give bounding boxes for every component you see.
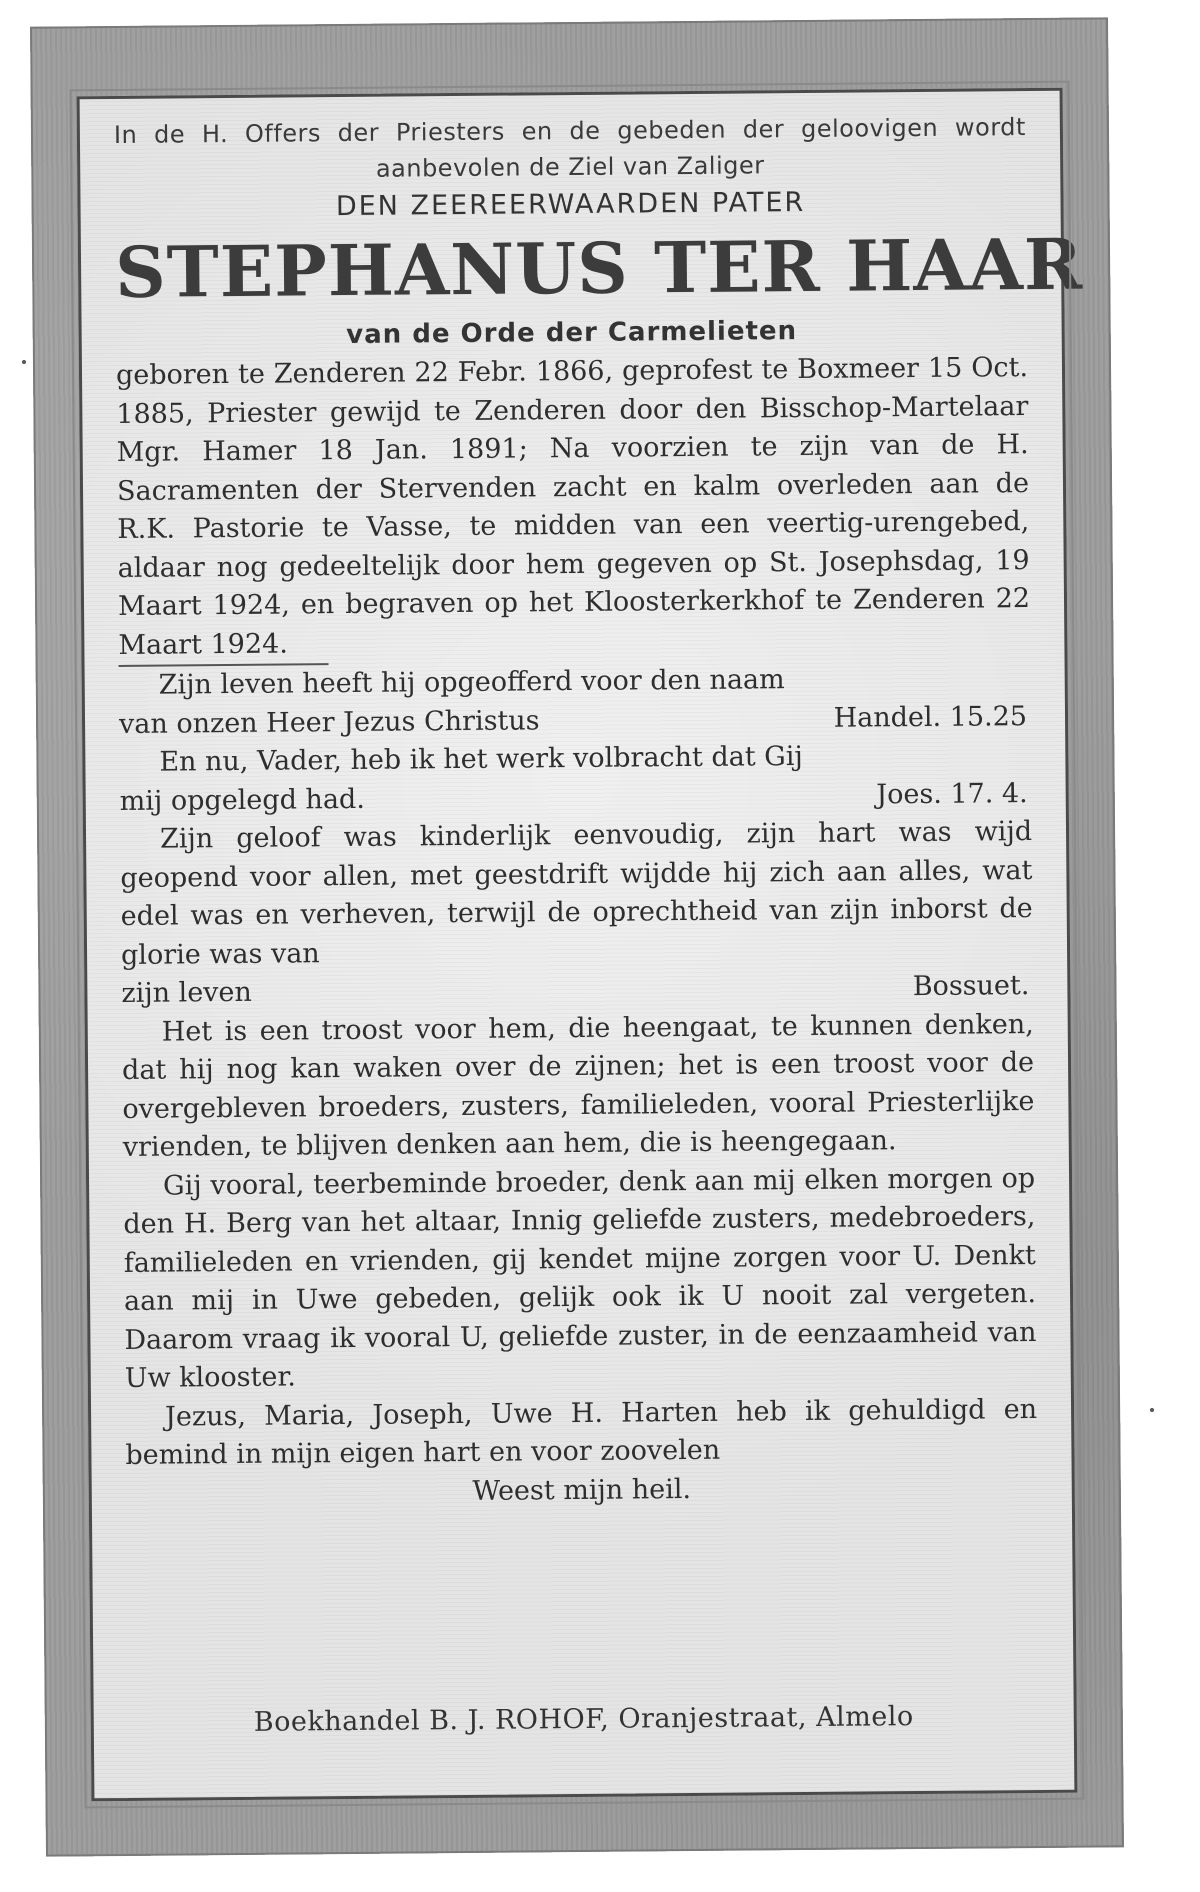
religious-order: van de Orde der Carmelieten: [346, 316, 798, 350]
quote-last-line: zijn leven: [121, 976, 252, 1009]
paragraph-prayer: Jezus, Maria, Joseph, Uwe H. Harten heb ik gehuldigd en bemind in mijn eigen hart en voor zoovelen: [125, 1393, 1038, 1471]
quote-2: [119, 736, 1032, 821]
scan-speck: [1150, 1408, 1154, 1412]
quote-text: Zijn geloof was kinderlijk eenvoudig, zijn hart was wijd geopend voor allen, met geestdrift wijdde hij zich aan alles, wat edel was en verheven, terwijl de oprechtheid van zijn inborst de glorie was van: [120, 816, 1033, 971]
honorific: DEN ZEEREERWAARDEN PATER: [335, 186, 806, 223]
quote-text: En nu, Vader, heb ik het werk volbracht dat Gij: [159, 741, 803, 778]
scan-speck: [22, 360, 26, 364]
quote-3: [120, 813, 1034, 1013]
quote-reference: Handel. 15.25: [833, 700, 1028, 734]
paragraph-remembrance: Gij vooral, teerbeminde broeder, denk aan mij elken morgen op den H. Berg van het altaar, Innig geliefde zusters, medebroeders, familieleden en vrienden, gij kendet mijne zorgen voor U. Denkt aan mij in Uwe gebeden, gelijk ook ik U nooit zal vergeten. Daarom vraag ik vooral U, geliefde zuster, in de eenzaamheid van Uw klooster.: [123, 1162, 1037, 1394]
printer-imprint: Boekhandel B. J. ROHOF, Oranjestraat, Almelo: [253, 1701, 914, 1738]
quote-last-line: mij opgelegd had.: [119, 783, 365, 817]
deceased-name: STEPHANUS TER HAAR: [114, 222, 1084, 315]
quote-last-line: van onzen Heer Jezus Christus: [118, 704, 540, 740]
quote-text: Zijn leven heeft hij opgeofferd voor den naam: [158, 664, 785, 701]
quote-reference: Joes. 17. 4.: [876, 777, 1028, 810]
closing-line: Weest mijn heil.: [472, 1473, 692, 1507]
quote-reference: Bossuet.: [912, 970, 1030, 1003]
paragraph-consolation: Het is een troost voor hem, die heengaat, te kunnen denken, dat hij nog kan waken over de zijnen; het is een troost voor de overgebleven broeders, zusters, familieleden, vooral Priesterlijke vrienden, te blijven denken aan hem, die is heengegaan.: [121, 1008, 1035, 1163]
memorial-card: [77, 88, 1084, 1802]
biography: geboren te Zenderen 22 Febr. 1866, geprofest te Boxmeer 15 Oct. 1885, Priester gewijd te Zenderen door den Bisschop-Martelaar Mgr. Hamer 18 Jan. 1891; Na voorzien te zijn van de H. Sacramenten der Stervenden zacht en kalm overleden aan de R.K. Pastorie te Vasse, te midden van een veertig-urengebed, aldaar nog gedeeltelijk door hem gegeven op St. Josephsdag, 19 Maart 1924, en begraven op het Kloosterkerkhof te Zenderen 22 Maart 1924.: [115, 352, 1031, 661]
intro-text: In de H. Offers der Priesters en de gebeden der geloovigen wordt aanbevolen de Ziel van Zaliger: [113, 113, 1027, 183]
quote-1: [119, 659, 1032, 744]
